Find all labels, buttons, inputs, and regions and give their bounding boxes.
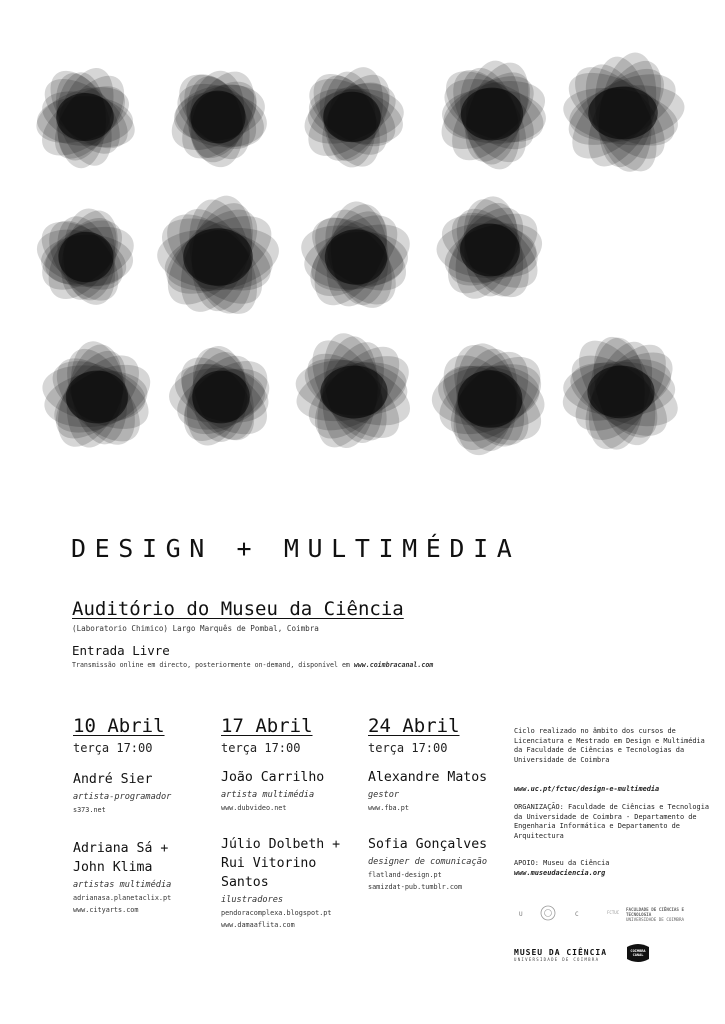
session-date: 10 Abril — [73, 715, 165, 737]
fctuc-name: FACULDADE DE CIÊNCIAS E TECNOLOGIA — [626, 907, 684, 917]
blob-letter — [295, 198, 419, 319]
blob-letter — [30, 204, 142, 314]
fctuc-logo-text — [626, 907, 711, 922]
blob-letter — [291, 327, 421, 457]
museu-logo-text: MUSEU DA CIÊNCIA — [514, 948, 608, 957]
blob-letter — [29, 59, 141, 173]
entry-note-link[interactable]: www.coimbracanal.com — [353, 661, 434, 669]
session-column-2 — [221, 715, 371, 929]
venue-address: (Laboratorio Chimico) Largo Marquês de Pombal, Coimbra — [72, 624, 319, 633]
entry-label: Entrada Livre — [72, 643, 170, 658]
entry-note — [72, 661, 433, 669]
speaker-link[interactable]: www.fba.pt — [368, 804, 409, 812]
university-logos — [513, 904, 713, 924]
speaker-link[interactable]: samizdat-pub.tumblr.com — [368, 883, 463, 891]
coimbra-canal-logo — [625, 943, 651, 969]
blob-core — [323, 92, 381, 142]
session-time: terça 17:00 — [73, 741, 153, 755]
speaker-name: André Sier — [73, 772, 153, 787]
speaker-role: artistas multimédia — [73, 880, 172, 890]
blob-core — [587, 366, 654, 419]
support-text: Museu da Ciência — [543, 859, 610, 867]
blob-core — [190, 91, 245, 144]
support-info — [514, 859, 714, 878]
venue-name: Auditório do Museu da Ciência — [72, 598, 404, 620]
blob-letter — [38, 337, 161, 457]
blob-core — [66, 371, 128, 424]
session-date: 24 Abril — [368, 715, 460, 737]
speaker-name: Alexandre Matos — [368, 770, 488, 785]
blob-letter — [429, 54, 552, 176]
speaker-name: Sofia Gonçalves — [368, 837, 488, 852]
blob-letter — [151, 192, 285, 326]
session-column-1 — [73, 715, 223, 914]
session-time: terça 17:00 — [368, 741, 448, 755]
blob-core — [458, 370, 523, 428]
svg-text:U: U — [519, 911, 523, 918]
support-url[interactable]: www.museudaciencia.org — [514, 868, 606, 877]
blob-core — [192, 371, 250, 424]
blob-core — [461, 88, 523, 141]
fctuc-sub: UNIVERSIDADE DE COIMBRA — [626, 917, 684, 922]
speaker-link[interactable]: s373.net — [73, 806, 106, 814]
blob-letter — [557, 48, 688, 182]
session-column-3 — [368, 715, 518, 891]
speaker-name: João Carrilho — [221, 770, 325, 785]
session-date: 17 Abril — [221, 715, 313, 737]
organization-text: Faculdade de Ciências e Tecnologia da Universidade de Coimbra - Departamento de Engenharia Informática e Departamento de Arquitectura — [514, 803, 710, 840]
poster-title: DESIGN + MULTIMÉDIA — [71, 534, 521, 563]
support-label: APOIO: — [514, 859, 539, 867]
speaker-name: Júlio Dolbeth + Rui Vitorino Santos — [221, 837, 341, 890]
blob-letter — [167, 339, 281, 453]
blob-letter — [433, 192, 551, 309]
speaker-link[interactable]: www.damaaflita.com — [221, 921, 295, 929]
blob-core — [460, 224, 520, 277]
svg-text:FCTUC: FCTUC — [607, 910, 620, 915]
speaker-role: designer de comunicação — [368, 857, 487, 867]
blob-letter — [295, 61, 409, 176]
speaker-link[interactable]: www.dubvideo.net — [221, 804, 287, 812]
speaker-role: ilustradores — [221, 895, 284, 905]
entry-note-text: Transmissão online em directo, posteriormente on-demand, disponível em — [72, 661, 354, 669]
blob-core — [325, 229, 387, 284]
blob-letter — [555, 328, 685, 458]
blob-letter — [428, 334, 556, 462]
organization-info — [514, 803, 714, 841]
svg-text:C: C — [575, 911, 579, 918]
cycle-info: Ciclo realizado no âmbito dos cursos de Licenciatura e Mestrado em Design e Multimédia da Faculdade de Ciências e Tecnologias da Universidade de Coimbra — [514, 727, 705, 764]
canal-logo-text: COIMBRA CANAL — [630, 949, 646, 958]
speaker-role: artista multimédia — [221, 790, 315, 800]
blob-core — [58, 232, 113, 282]
museu-logo — [514, 948, 607, 962]
session-time: terça 17:00 — [221, 741, 301, 755]
museu-logo-sub: UNIVERSIDADE DE COIMBRA — [514, 957, 600, 962]
speaker-link[interactable]: pendoracomplexa.blogspot.pt — [221, 909, 332, 917]
blob-letter — [161, 60, 274, 172]
speaker-name: Adriana Sá + John Klima — [73, 841, 169, 875]
blob-core — [56, 93, 114, 141]
blob-core — [588, 87, 658, 140]
speaker-role: gestor — [368, 790, 400, 800]
speaker-link[interactable]: flatland-design.pt — [368, 871, 442, 879]
blob-core — [183, 228, 253, 286]
blob-core — [320, 366, 387, 419]
organization-label: ORGANIZAÇÃO: — [514, 803, 564, 811]
speaker-link[interactable]: www.cityarts.com — [73, 906, 139, 914]
speaker-link[interactable]: adrianasa.planetaclix.pt — [73, 894, 172, 902]
course-url[interactable]: www.uc.pt/fctuc/design-e-multimedia — [514, 785, 660, 793]
speaker-role: artista-programador — [73, 792, 172, 802]
